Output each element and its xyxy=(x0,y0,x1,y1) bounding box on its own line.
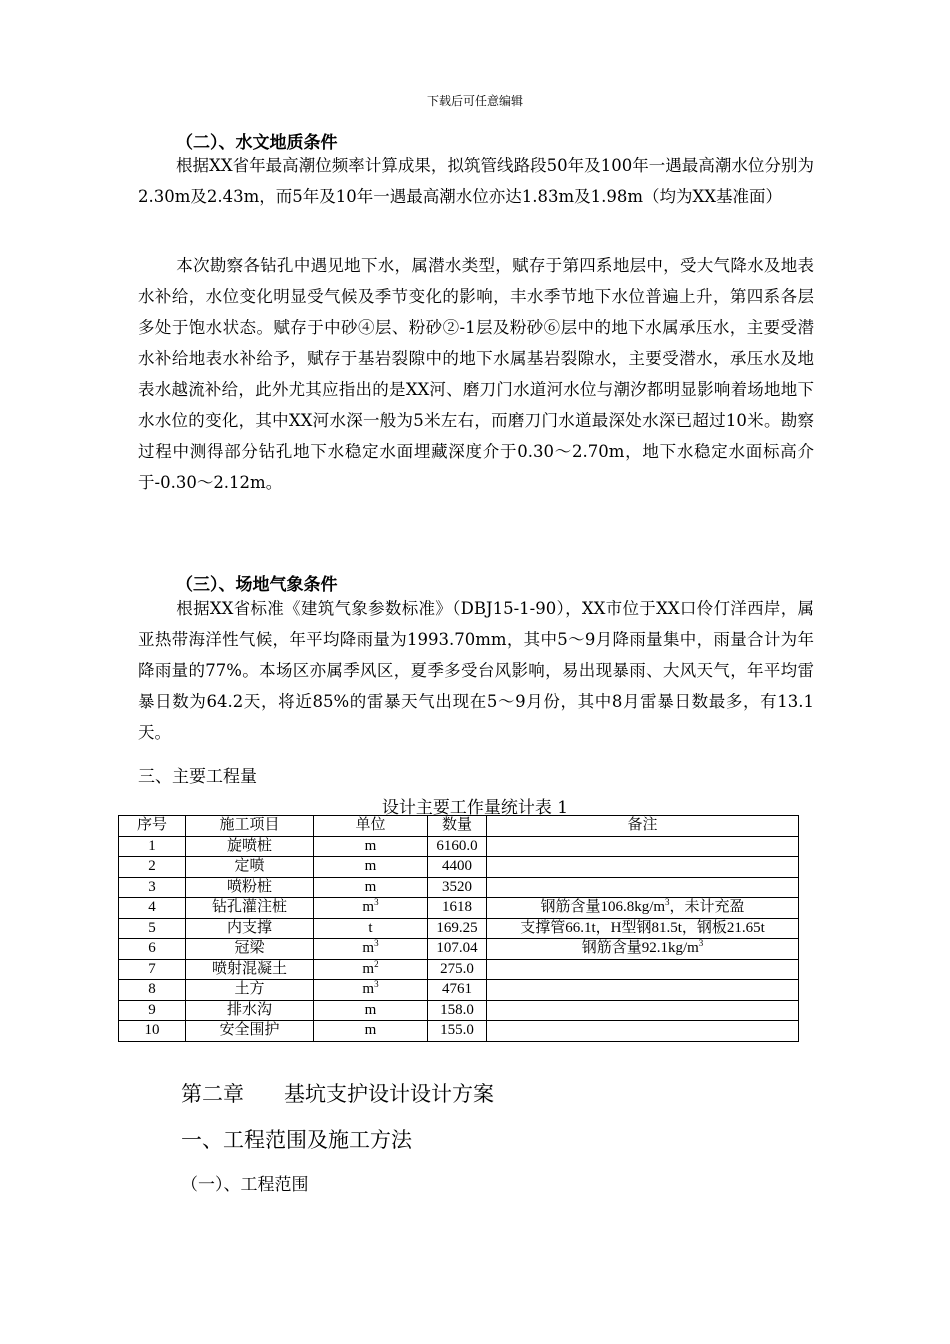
cell-unit xyxy=(314,877,428,898)
table-row xyxy=(119,898,799,919)
cell-qty: 155.0 xyxy=(428,1021,487,1042)
cell-item: 喷射混凝土 xyxy=(186,959,314,980)
cell-note xyxy=(487,980,799,1001)
col-header-note: 备注 xyxy=(487,816,799,837)
cell-unit xyxy=(314,980,428,1001)
page-header: 下载后可任意编辑 xyxy=(426,94,523,108)
cell-qty: 6160.0 xyxy=(428,836,487,857)
table-header-row xyxy=(119,816,799,837)
table-row xyxy=(119,939,799,960)
cell-item: 冠梁 xyxy=(186,939,314,960)
cell-qty: 169.25 xyxy=(428,918,487,939)
cell-item: 旋喷桩 xyxy=(186,836,314,857)
unit-text: m xyxy=(364,858,377,875)
cell-item: 安全围护 xyxy=(186,1021,314,1042)
unit-text: m xyxy=(364,878,377,895)
cell-qty: 107.04 xyxy=(428,939,487,960)
table-row xyxy=(119,918,799,939)
climate-paragraph-text: 根据XX省标准《建筑气象参数标准》（DBJ15-1-90），XX市位于XX口伶仃洋西岸，属亚热带海洋性气候，年平均降雨量为1993.70mm，其中5～9月降雨量集中，雨量合计为年降雨量的77%。本场区亦属季风区，夏季多受台风影响，易出现暴雨、大风天气，年平均雷暴日数为64.2天，将近85%的雷暴天气出现在5～9月份，其中8月雷暴日数最多，有13.1天。 xyxy=(138,599,814,742)
cell-note xyxy=(487,918,799,939)
unit-text: m xyxy=(364,837,377,854)
climate-paragraph xyxy=(138,593,814,748)
unit-text: m xyxy=(362,960,375,977)
cell-unit xyxy=(314,918,428,939)
table-row xyxy=(119,1021,799,1042)
cell-no: 3 xyxy=(119,877,186,898)
chapter-2-section-1: 一、工程范围及施工方法 xyxy=(181,1128,412,1152)
cell-note xyxy=(487,1021,799,1042)
cell-unit xyxy=(314,857,428,878)
cell-no: 10 xyxy=(119,1021,186,1042)
cell-unit xyxy=(314,959,428,980)
cell-no: 5 xyxy=(119,918,186,939)
cell-item: 定喷 xyxy=(186,857,314,878)
unit-exponent: 3 xyxy=(374,897,379,908)
cell-note xyxy=(487,836,799,857)
cell-unit xyxy=(314,898,428,919)
unit-text: m xyxy=(362,899,375,916)
cell-note xyxy=(487,1000,799,1021)
cell-unit xyxy=(314,836,428,857)
unit-exponent: 3 xyxy=(374,938,379,949)
table-row xyxy=(119,857,799,878)
table-title: 设计主要工作量统计表 1 xyxy=(381,798,569,818)
cell-note xyxy=(487,939,799,960)
cell-note xyxy=(487,857,799,878)
table-row xyxy=(119,1000,799,1021)
hydro-paragraph-1 xyxy=(138,150,814,212)
note-text: 钢筋含量92.1kg/m xyxy=(581,940,699,957)
cell-qty: 3520 xyxy=(428,877,487,898)
cell-no: 7 xyxy=(119,959,186,980)
table-row xyxy=(119,959,799,980)
cell-note xyxy=(487,898,799,919)
note-tail: ，未计充盈 xyxy=(669,899,745,916)
hydro-heading: （二）、水文地质条件 xyxy=(176,133,338,153)
col-header-unit: 单位 xyxy=(314,816,428,837)
cell-no: 2 xyxy=(119,857,186,878)
unit-text: m xyxy=(364,1022,377,1039)
cell-qty: 4400 xyxy=(428,857,487,878)
cell-qty: 4761 xyxy=(428,980,487,1001)
table-row xyxy=(119,836,799,857)
cell-item: 喷粉桩 xyxy=(186,877,314,898)
table-row xyxy=(119,980,799,1001)
unit-exponent: 3 xyxy=(374,979,379,990)
cell-unit xyxy=(314,939,428,960)
cell-item: 排水沟 xyxy=(186,1000,314,1021)
workload-table xyxy=(118,815,799,1042)
cell-item: 土方 xyxy=(186,980,314,1001)
hydro-paragraph-2-text: 本次勘察各钻孔中遇见地下水，属潜水类型，赋存于第四系地层中，受大气降水及地表水补给，水位变化明显受气候及季节变化的影响，丰水季节地下水位普遍上升，第四系各层多处于饱水状态。赋存于中砂④层、粉砂②-1层及粉砂⑥层中的地下水属承压水，主要受潜水补给地表水补给予，赋存于基岩裂隙中的地下水属基岩裂隙水，主要受潜水，承压水及地表水越流补给，此外尤其应指出的是XX河、磨刀门水道河水位与潮汐都明显影响着场地地下水水位的变化，其中XX河水深一般为5米左右，而磨刀门水道最深处水深已超过10米。勘察过程中测得部分钻孔地下水稳定水面埋藏深度介于0.30～2.70m，地下水稳定水面标高介于-0.30～2.12m。 xyxy=(138,256,814,492)
note-text: 钢筋含量106.8kg/m xyxy=(540,899,666,916)
unit-text: m xyxy=(362,981,375,998)
cell-no: 9 xyxy=(119,1000,186,1021)
unit-text: m xyxy=(362,940,375,957)
hydro-paragraph-2 xyxy=(138,250,814,498)
col-header-qty: 数量 xyxy=(428,816,487,837)
cell-no: 4 xyxy=(119,898,186,919)
unit-text: m xyxy=(364,1001,377,1018)
cell-no: 8 xyxy=(119,980,186,1001)
chapter-2-label: 第二章 xyxy=(181,1082,244,1106)
chapter-2-name: 基坑支护设计设计方案 xyxy=(284,1082,494,1106)
note-exponent: 3 xyxy=(665,897,670,908)
cell-no: 1 xyxy=(119,836,186,857)
cell-qty: 158.0 xyxy=(428,1000,487,1021)
cell-qty: 275.0 xyxy=(428,959,487,980)
table-row xyxy=(119,877,799,898)
cell-item: 内支撑 xyxy=(186,918,314,939)
section-3-heading: 三、主要工程量 xyxy=(138,767,257,787)
chapter-2-subsection-1: （一）、工程范围 xyxy=(181,1175,309,1195)
climate-heading: （三）、场地气象条件 xyxy=(176,575,338,595)
cell-no: 6 xyxy=(119,939,186,960)
cell-note xyxy=(487,959,799,980)
chapter-2-title xyxy=(181,1078,494,1108)
cell-unit xyxy=(314,1021,428,1042)
note-exponent: 3 xyxy=(698,938,704,949)
cell-note xyxy=(487,877,799,898)
unit-exponent: 2 xyxy=(374,959,379,969)
cell-item: 钻孔灌注桩 xyxy=(186,898,314,919)
hydro-paragraph-1-text: 根据XX省年最高潮位频率计算成果，拟筑管线路段50年及100年一遇最高潮水位分别为2.30m及2.43m，而5年及10年一遇最高潮水位亦达1.83m及1.98m（均为XX基准面） xyxy=(138,156,814,206)
cell-qty: 1618 xyxy=(428,898,487,919)
note-text: 支撑管66.1t，H型钢81.5t，钢板21.65t xyxy=(520,919,765,936)
unit-text: t xyxy=(368,919,373,936)
cell-unit xyxy=(314,1000,428,1021)
col-header-item: 施工项目 xyxy=(186,816,314,837)
col-header-no: 序号 xyxy=(119,816,186,837)
